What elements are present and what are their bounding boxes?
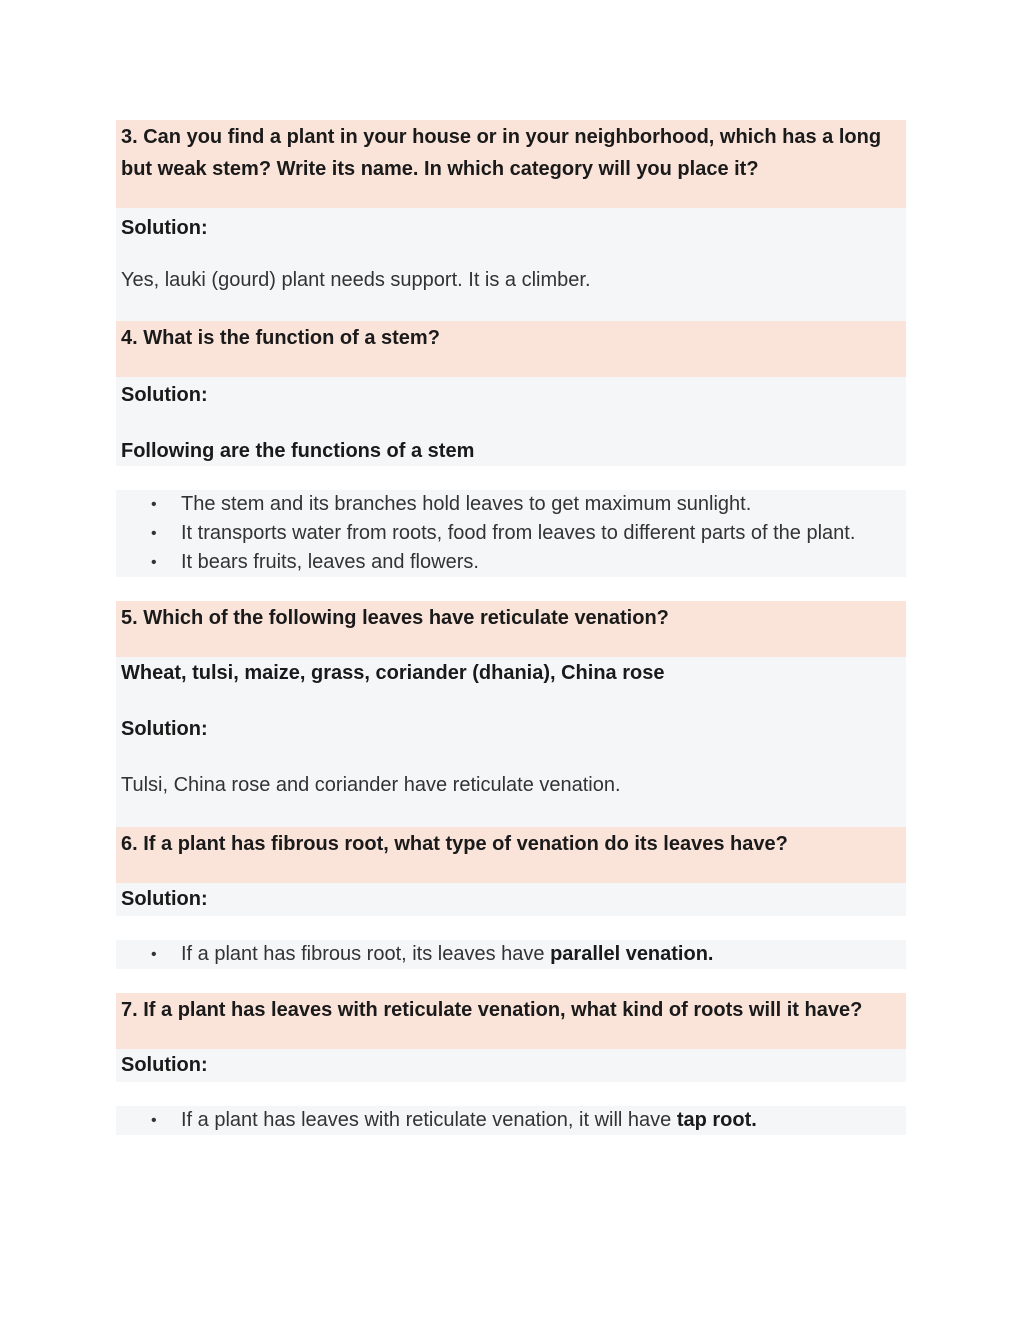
list-item: • If a plant has fibrous root, its leaves have parallel venation. bbox=[116, 940, 906, 969]
answer-5: Tulsi, China rose and coriander have reticulate venation. bbox=[116, 745, 906, 827]
answer-7-highlight: tap root. bbox=[676, 1109, 757, 1131]
question-7: 7. If a plant has leaves with reticulate venation, what kind of roots will it have? bbox=[116, 993, 906, 1049]
list-item: • It transports water from roots, food from leaves to different parts of the plant. bbox=[116, 519, 906, 548]
list-item: • The stem and its branches hold leaves to get maximum sunlight. bbox=[116, 490, 906, 519]
spacer bbox=[116, 577, 906, 601]
solution-label-3: Solution: bbox=[116, 208, 906, 240]
stem-functions-intro: Following are the functions of a stem bbox=[116, 411, 906, 466]
question-6: 6. If a plant has fibrous root, what type of venation do its leaves have? bbox=[116, 827, 906, 883]
solution-label-4: Solution: bbox=[116, 377, 906, 411]
list-item: • If a plant has leaves with reticulate venation, it will have tap root. bbox=[116, 1106, 906, 1135]
stem-functions-list bbox=[116, 490, 906, 577]
spacer bbox=[116, 466, 906, 490]
document-page bbox=[116, 120, 906, 1135]
spacer bbox=[116, 1082, 906, 1106]
spacer bbox=[116, 916, 906, 940]
answer-3: Yes, lauki (gourd) plant needs support. It is a climber. bbox=[116, 240, 906, 321]
answer-6-list bbox=[116, 940, 906, 969]
spacer bbox=[116, 969, 906, 993]
question-5-options: Wheat, tulsi, maize, grass, coriander (dhania), China rose bbox=[116, 657, 906, 689]
solution-label-5: Solution: bbox=[116, 689, 906, 745]
answer-7-list bbox=[116, 1106, 906, 1135]
answer-6-highlight: parallel venation. bbox=[550, 943, 714, 965]
question-5: 5. Which of the following leaves have reticulate venation? bbox=[116, 601, 906, 657]
question-3: 3. Can you find a plant in your house or in your neighborhood, which has a long but weak stem? Write its name. In which category will you place it? bbox=[116, 120, 906, 208]
list-item: • It bears fruits, leaves and flowers. bbox=[116, 548, 906, 577]
solution-label-6: Solution: bbox=[116, 883, 906, 916]
solution-label-7: Solution: bbox=[116, 1049, 906, 1082]
question-4: 4. What is the function of a stem? bbox=[116, 321, 906, 377]
